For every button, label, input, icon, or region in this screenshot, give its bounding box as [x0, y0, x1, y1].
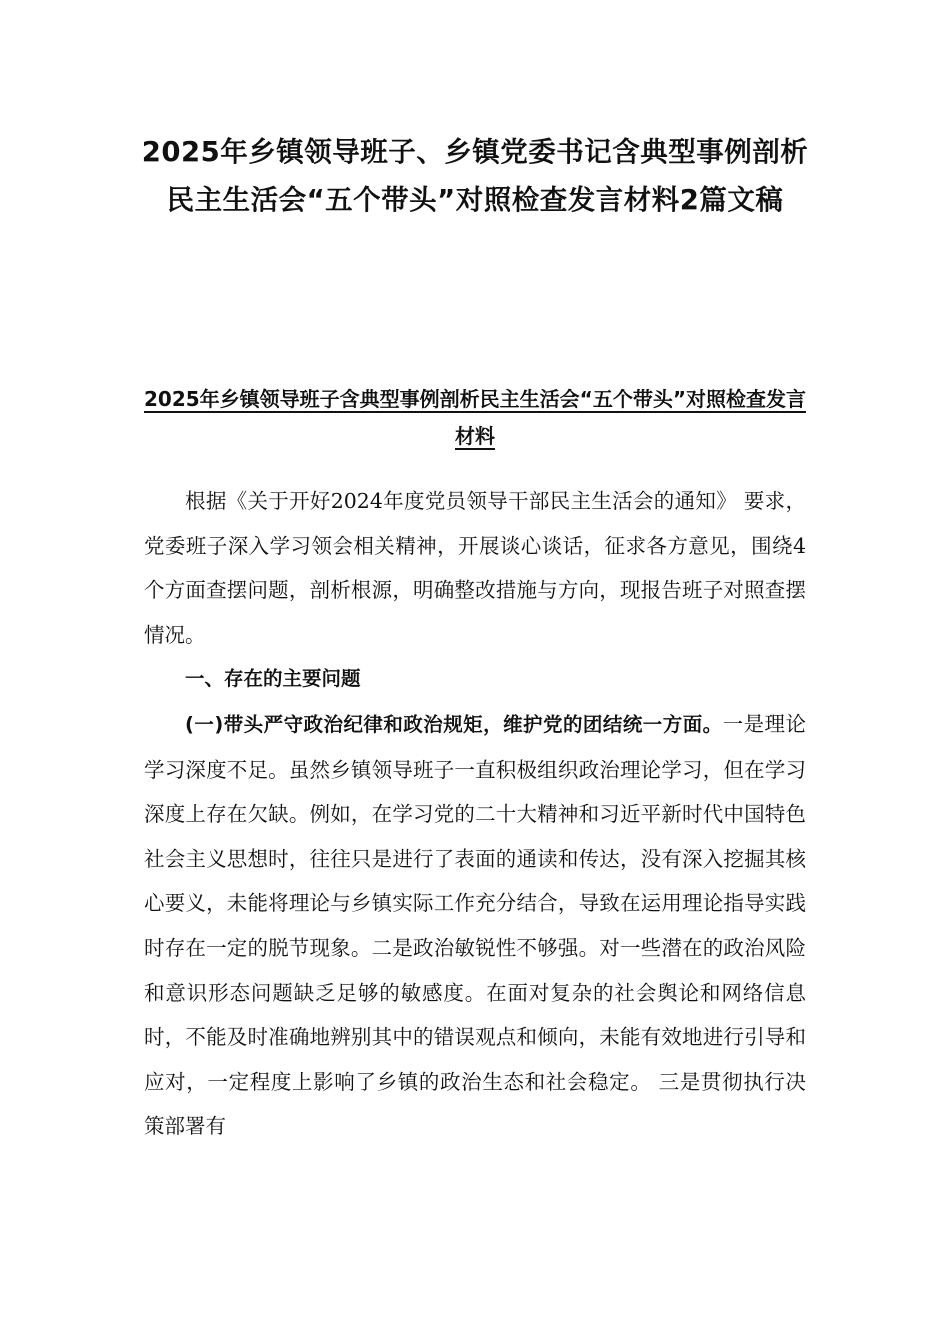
section-heading: 一、存在的主要问题 [185, 667, 361, 691]
intro-paragraph: 根据《关于开好2024年度党员领导干部民主生活会的通知》 要求，党委班子深入学习领会相关精神，开展谈心谈话，征求各方意见，围绕4个方面查摆问题，剖析根源，明确整改措施与方向，现报告班子对照查摆情况。 [144, 489, 806, 647]
subsection-lead: (一)带头严守政治纪律和政治规矩，维护党的团结统一方面。 [185, 712, 723, 736]
document-body [144, 479, 806, 1149]
document-main-title: 2025年乡镇领导班子、乡镇党委书记含典型事例剖析民主生活会“五个带头”对照检查发言材料2篇文稿 [141, 136, 809, 216]
document-sub-title: 2025年乡镇领导班子含典型事例剖析民主生活会“五个带头”对照检查发言材料 [144, 387, 806, 448]
subsection-body: 一是理论学习深度不足。虽然乡镇领导班子一直积极组织政治理论学习，但在学习深度上存在欠缺。例如，在学习党的二十大精神和习近平新时代中国特色社会主义思想时，往往只是进行了表面的通读和传达，没有深入挖掘其核心要义，未能将理论与乡镇实际工作充分结合，导致在运用理论指导实践时存在一定的脱节现象。二是政治敏锐性不够强。对一些潜在的政治风险和意识形态问题缺乏足够的敏感度。在面对复杂的社会舆论和网络信息时，不能及时准确地辨别其中的错误观点和倾向，未能有效地进行引导和应对，一定程度上影响了乡镇的政治生态和社会稳定。 三是贯彻执行决策部署有 [144, 711, 806, 1139]
subsection-paragraph [144, 702, 806, 1149]
